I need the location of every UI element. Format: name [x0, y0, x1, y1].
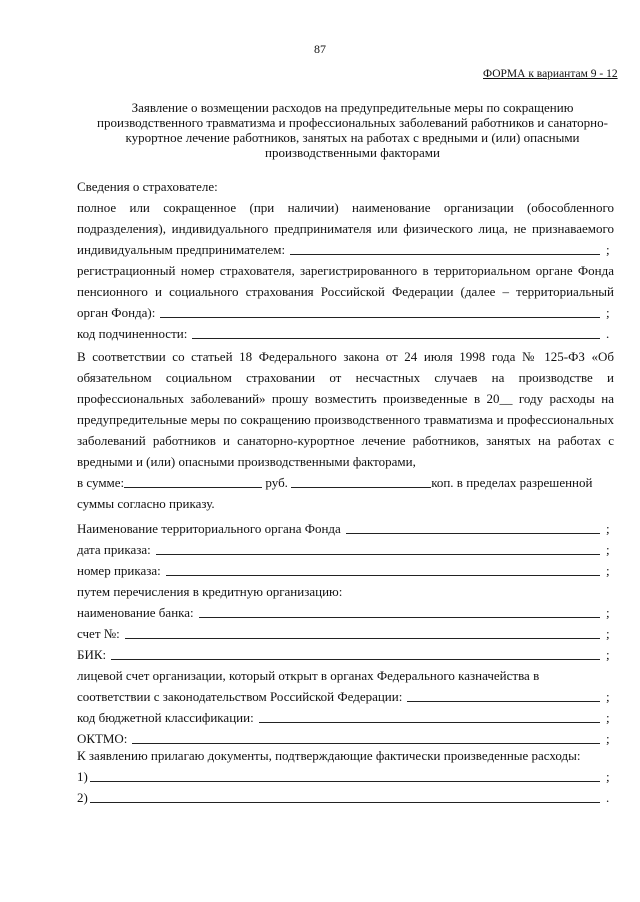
oktmo-label: ОКТМО: [77, 731, 128, 746]
order-date-field[interactable] [156, 554, 600, 555]
order-number-label: номер приказа: [77, 563, 161, 578]
account-field[interactable] [125, 638, 600, 639]
personal-account-label: соответствии с законодательством Российской Федерации: [77, 689, 403, 704]
document-item-1: 1) ; [77, 766, 614, 787]
insurer-heading: Сведения о страхователе: [77, 179, 218, 194]
bank-name-row: наименование банка: ; [77, 602, 614, 623]
sum-kop-field[interactable] [291, 487, 431, 488]
document-item-2-field[interactable] [90, 802, 600, 803]
account-row: счет №: ; [77, 623, 614, 644]
insurer-name-text: полное или сокращенное (при наличии) наименование организации (обособленного подразделения), индивидуального предпринимателя или физического лица, не признаваемого [77, 200, 614, 236]
transfer-label: путем перечисления в кредитную организацию: [77, 584, 343, 599]
fund-organ-label: Наименование территориального органа Фонда [77, 521, 341, 536]
document-title: Заявление о возмещении расходов на предупредительные меры по сокращению производственного травматизма и профессиональных заболеваний работников и санаторно-курортное лечение работников, занятых на работах с вредными и (или) опасными производственными факторами [97, 100, 608, 160]
subordination-row: код подчиненности: . [77, 323, 614, 344]
sum-rub-field[interactable] [124, 487, 262, 488]
personal-account-field[interactable] [407, 701, 600, 702]
kop-label: коп. в пределах разрешенной [431, 475, 593, 490]
fund-section [77, 518, 614, 749]
oktmo-field[interactable] [132, 743, 600, 744]
registration-row: орган Фонда): ; [77, 302, 614, 323]
request-text: В соответствии со статьей 18 Федерального закона от 24 июля 1998 года № 125-ФЗ «Об обязательном социальном страховании от несчастных случаев на производстве и профессиональных заболеваний» прошу возместить произведенные в 20__ году расходы на предупредительные меры по сокращению производственного травматизма и профессиональных заболеваний работников и санаторно-курортное лечение работников, занятых на работах с вредными и (или) опасными производственными факторами, [77, 349, 614, 469]
order-number-row: номер приказа: ; [77, 560, 614, 581]
subordination-code-field[interactable] [192, 338, 600, 339]
sum-row [77, 472, 614, 493]
order-number-field[interactable] [166, 575, 600, 576]
insurer-name-row: индивидуальным предпринимателем: ; [77, 239, 614, 260]
rub-label: руб. [265, 475, 288, 490]
document-item-2-label: 2) [77, 790, 88, 805]
fund-organ-field[interactable] [346, 533, 600, 534]
fund-organ-row: Наименование территориального органа Фонда ; [77, 518, 614, 539]
documents-heading: К заявлению прилагаю документы, подтверждающие фактически произведенные расходы: [77, 748, 581, 763]
subordination-label: код подчиненности: [77, 326, 188, 341]
registration-number-field[interactable] [160, 317, 600, 318]
document-item-1-label: 1) [77, 769, 88, 784]
bank-name-field[interactable] [199, 617, 600, 618]
insurer-name-field[interactable] [290, 254, 600, 255]
order-date-row: дата приказа: ; [77, 539, 614, 560]
personal-account-row: соответствии с законодательством Российской Федерации: ; [77, 686, 614, 707]
kbk-label: код бюджетной классификации: [77, 710, 254, 725]
sum-tail: суммы согласно приказу. [77, 496, 215, 511]
kbk-field[interactable] [259, 722, 600, 723]
document-item-1-field[interactable] [90, 781, 600, 782]
oktmo-row: ОКТМО: ; [77, 728, 614, 749]
page-number: 87 [314, 42, 326, 56]
sum-label: в сумме: [77, 475, 125, 490]
account-label: счет №: [77, 626, 120, 641]
insurer-name-label: индивидуальным предпринимателем: [77, 242, 286, 257]
order-date-label: дата приказа: [77, 542, 151, 557]
insurer-section [77, 176, 614, 344]
document-item-2: 2) . [77, 787, 614, 808]
bank-name-label: наименование банка: [77, 605, 194, 620]
bik-label: БИК: [77, 647, 107, 662]
personal-account-text: лицевой счет организации, который открыт в органах Федерального казначейства в [77, 668, 540, 683]
bik-field[interactable] [111, 659, 600, 660]
bik-row: БИК: ; [77, 644, 614, 665]
documents-section [77, 745, 614, 808]
registration-label: орган Фонда): [77, 305, 156, 320]
request-section [77, 346, 614, 514]
registration-text: регистрационный номер страхователя, зарегистрированного в территориальном органе Фонда пенсионного и социального страхования Российской Федерации (далее – территориальный [77, 263, 614, 299]
form-reference: ФОРМА к вариантам 9 - 12 [483, 68, 618, 80]
kbk-row: код бюджетной классификации: ; [77, 707, 614, 728]
